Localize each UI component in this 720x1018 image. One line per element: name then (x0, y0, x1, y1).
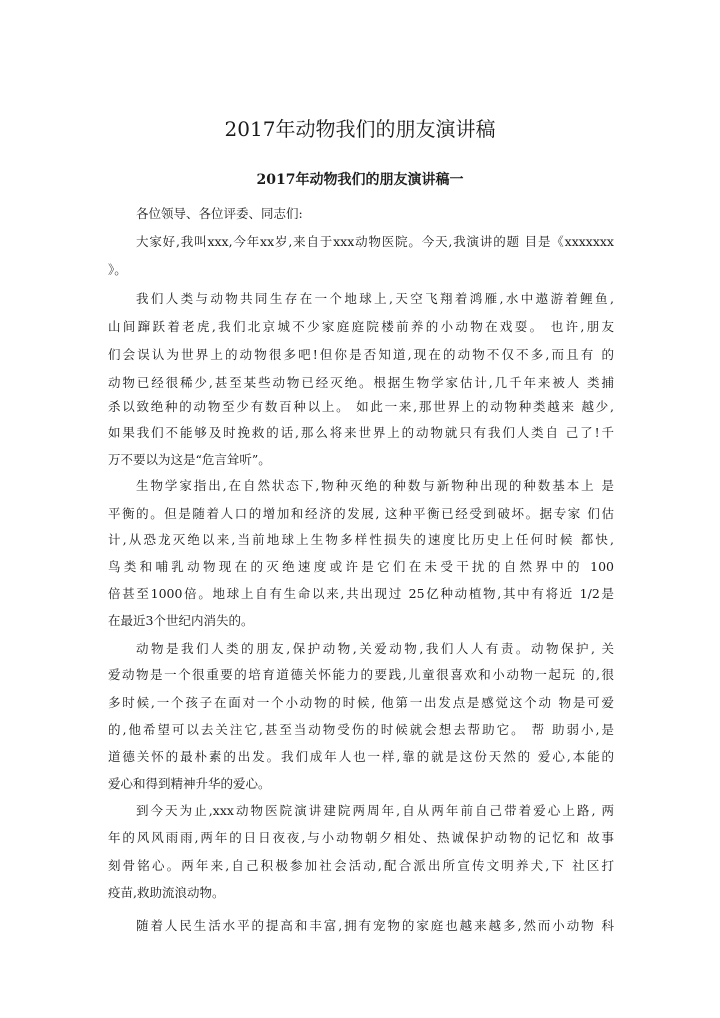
para1-line-3: 们会误认为世界上的动物很多吧!但你是否知道,现在的动物不仅不多,而且有 的 (108, 347, 614, 362)
para1-line-4: 动物已经很稀少,甚至某些动物已经灭绝。根据生物学家估计,几千年来被人 类捕 (108, 375, 614, 390)
para2-line-3: 计,从恐龙灭绝以来,当前地球上生物多样性损失的速度比历史上任何时候 都快, (108, 532, 614, 547)
document-title: 2017年动物我们的朋友演讲稿 (224, 117, 496, 141)
document-subtitle: 2017年动物我们的朋友演讲稿一 (256, 172, 464, 188)
para3-line-6: 爱心和得到精神升华的爱心。 (108, 776, 271, 791)
greeting-line: 各位领导、各位评委、同志们: (136, 206, 303, 221)
para3-line-1: 动物是我们人类的朋友,保护动物,关爱动物,我们人人有责。动物保护, 关 (136, 641, 614, 656)
para1-line-7: 万不要以为这是“危言耸听”。 (108, 452, 271, 467)
para5-line-1: 随着人民生活水平的提高和丰富,拥有宠物的家庭也越来越多,然而小动物 科 (136, 918, 614, 933)
para1-line-2: 山间蹿跃着老虎,我们北京城不少家庭庭院楼前养的小动物在戏耍。 也许,朋友 (108, 319, 614, 334)
para2-line-5: 倍甚至1000倍。地球上自有生命以来,共出现过 25亿种动植物,其中有将近 1/2是 (108, 586, 614, 601)
para3-line-2: 爱动物是一个很重要的培育道德关怀能力的要践,儿童很喜欢和小动物一起玩 的,很 (108, 667, 614, 682)
para3-line-4: 的,他希望可以去关注它,甚至当动物受伤的时候就会想去帮助它。 帮 助弱小,是 (108, 722, 614, 737)
intro-line-1: 大家好,我叫xxx,今年xx岁,来自于xxx动物医院。今天,我演讲的题 目是《xxxxxxx (136, 234, 614, 249)
para2-line-4: 鸟类和哺乳动物现在的灭绝速度或许是它们在未受干扰的自然界中的 100 (108, 559, 614, 574)
para2-line-1: 生物学家指出,在自然状态下,物种灭绝的种数与新物种出现的种数基本上 是 (136, 478, 614, 493)
para3-line-3: 多时候,一个孩子在面对一个小动物的时候, 他第一出发点是感觉这个动 物是可爱 (108, 695, 614, 710)
intro-line-2: 》。 (108, 262, 127, 277)
para2-line-6: 在最近3个世纪内消失的。 (108, 613, 254, 628)
para1-line-5: 杀以致绝种的动物至少有数百种以上。 如此一来,那世界上的动物种类越来 越少, (108, 399, 614, 414)
para4-line-4: 疫苗,救助流浪动物。 (108, 885, 225, 900)
para2-line-2: 平衡的。但是随着人口的增加和经济的发展, 这种平衡已经受到破坏。据专家 们估 (108, 506, 614, 521)
para4-line-2: 年的风风雨雨,两年的日日夜夜,与小动物朝夕相处、热诚保护动物的记忆和 故事 (108, 830, 614, 845)
para1-line-1: 我们人类与动物共同生存在一个地球上,天空飞翔着鸿雁,水中遨游着鲤鱼, (136, 291, 614, 306)
para1-line-6: 如果我们不能够及时挽救的话,那么将来世界上的动物就只有我们人类自 己了!千 (108, 425, 614, 440)
para3-line-5: 道德关怀的最朴素的出发。我们成年人也一样,靠的就是这份天然的 爱心,本能的 (108, 749, 614, 764)
para4-line-1: 到今天为止,xxx动物医院演讲建院两周年,自从两年前自己带着爱心上路, 两 (136, 803, 614, 818)
para4-line-3: 刻骨铭心。两年来,自己积极参加社会活动,配合派出所宣传文明养犬,下 社区打 (108, 858, 614, 873)
